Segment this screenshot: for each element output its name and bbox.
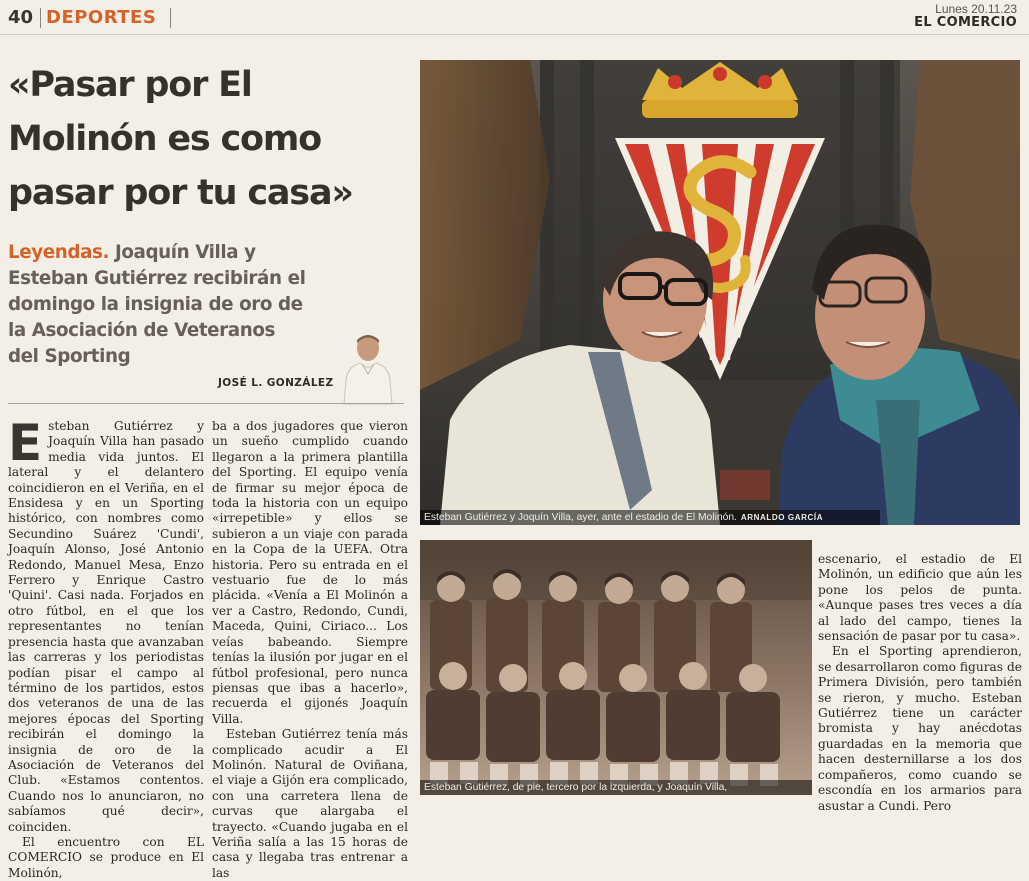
header-rule	[0, 34, 1029, 35]
subheadline	[8, 240, 308, 370]
subheadline-kicker: Leyendas.	[8, 242, 110, 263]
paragraph: Esteban Gutiérrez tenía más complicado acudir a El Molinón. Natural de Oviñana, el viaje a Gijón era complicado, con una carretera llena de curvas que alargaba el trayecto. «Cuando jugaba en el Veriña salía a las 15 horas de casa y llegaba tras entrenar a las	[212, 727, 408, 880]
paragraph: En el Sporting aprendieron, se desarrollaron como figuras de Primera División, pero también se rieron, y mucho. Esteban Gutiérrez tiene un carácter bromista y hay anécdotas guardadas en la memoria que hacen desternillarse a los dos compañeros, como cuando se escondía en los armarios para asustar a Cundi. Pero	[818, 644, 1022, 813]
header-divider	[170, 8, 171, 28]
team-photo-caption: Esteban Gutiérrez, de pie, tercero por la izquierda, y Joaquín Villa,	[420, 780, 812, 795]
drop-cap: E	[8, 414, 43, 472]
paragraph: escenario, el estadio de El Molinón, un edificio que aún les pone los pelos de punta. «Aunque pases tres veces a día al lado del campo, tienes la sensación de pasar por tu casa».	[818, 552, 1022, 644]
main-photo-caption	[420, 510, 880, 525]
subheadline-text: Joaquín Villa y Esteban Gutiérrez recibirán el domingo la insignia de oro de la Asociación de Veteranos del Sporting	[8, 242, 306, 367]
header-divider	[40, 8, 41, 28]
byline-rule	[8, 403, 404, 404]
article-column-3	[818, 552, 1022, 813]
stadium-photo	[420, 60, 1020, 525]
article-column-2	[212, 419, 408, 880]
issue-date: Lunes 20.11.23	[935, 2, 1017, 16]
author-avatar	[340, 328, 396, 404]
caption-text: Esteban Gutiérrez y Joquín Villa, ayer, ante el estadio de El Molinón.	[424, 512, 737, 523]
paragraph: El encuentro con EL COMERCIO se produce en El Molinón,	[8, 834, 204, 880]
page-header	[0, 0, 1029, 36]
page-number: 40	[8, 7, 34, 28]
paragraph: steban Gutiérrez y Joaquín Villa han pasado media vida juntos. El lateral y el delantero coincidieron en el Veriña, en el Ensidesa y en un Sporting histórico, con nombres como Secundino Suárez 'Cundi', Joaquín Alonso, José Antonio Redondo, Manuel Mesa, Enzo Ferrero y Enrique Castro 'Quini'. Casi nada. Forjados en otro fútbol, en el que los representantes no tenían presencia hasta que avanzaban las carreras y los periodistas podían pisar el campo al término de los partidos, estos dos veteranos de una de las mejores épocas del Sporting recibirán el domingo la insignia de oro de la Asociación de Veteranos del Club. «Estamos contentos. Cuando nos lo anunciaron, no sabíamos qué decir», coinciden.	[8, 419, 204, 834]
newspaper-name: EL COMERCIO	[914, 15, 1017, 30]
team-photo	[420, 540, 812, 795]
author-byline: JOSÉ L. GONZÁLEZ	[218, 377, 334, 389]
photo-credit: ARNALDO GARCÍA	[740, 513, 824, 522]
article-column-1	[8, 414, 204, 880]
headline: «Pasar por El Molinón es como pasar por tu casa»	[8, 65, 353, 213]
paragraph: ba a dos jugadores que vieron un sueño cumplido cuando llegaron a la primera plantilla del Sporting. El equipo venía de firmar su mejor época de toda la historia con un equipo «irrepetible» y ellos se subieron a un viaje con parada en la Copa de la UEFA. Otra historia. Pero su entrada en el vestuario fue de lo más plácida. «Venía a El Molinón a ver a Castro, Redondo, Cundi, Maceda, Quini, Ciriaco... Los veías babeando. Siempre tenías la ilusión por jugar en el fútbol profesional, pero nunca piensas que ibas a hacerlo», recuerda el gijonés Joaquín Villa.	[212, 419, 408, 726]
section-name: DEPORTES	[46, 7, 157, 28]
